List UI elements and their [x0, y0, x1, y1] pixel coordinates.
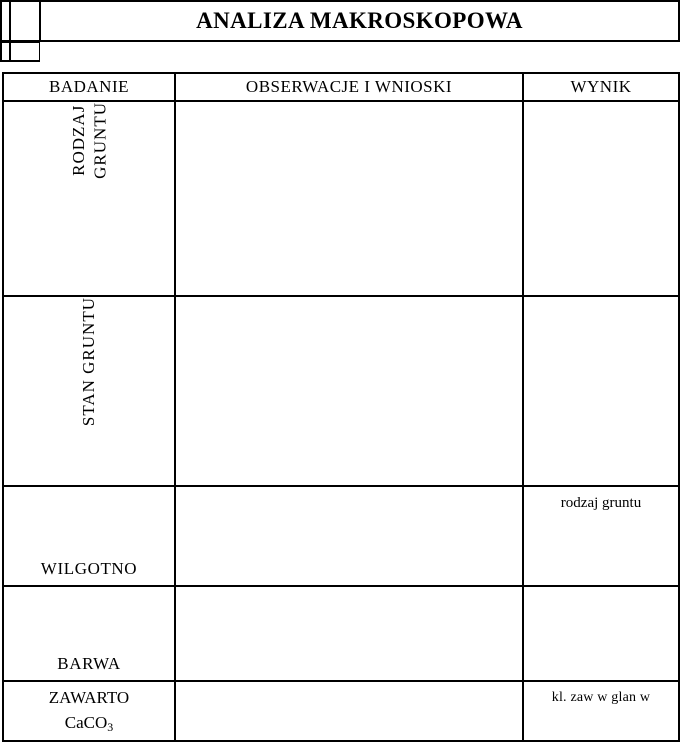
title-spacer-cell-left: [0, 0, 10, 42]
table-header-row: [3, 73, 679, 101]
result-note-wrapper: [524, 682, 678, 740]
column-header-wynik: WYNIK: [523, 73, 679, 101]
vertical-label-wrapper: [4, 297, 174, 485]
observations-field-rodzaj-gruntu[interactable]: [175, 101, 523, 296]
row-label-stan-gruntu: [3, 296, 175, 486]
table-row: [3, 586, 679, 681]
spacer-row: [0, 42, 680, 62]
observations-field-wilgotnosc[interactable]: [175, 486, 523, 586]
row-label-text: [4, 682, 174, 740]
label-formula: CaCO: [64, 712, 108, 732]
result-field-stan-gruntu[interactable]: [523, 296, 679, 486]
analysis-table: [2, 72, 680, 742]
result-field-zawartosc-caco3[interactable]: [523, 681, 679, 741]
observations-field-barwa[interactable]: [175, 586, 523, 681]
result-note-text: kl. zaw w glan w: [551, 690, 651, 705]
row-label-wilgotnosc: [3, 486, 175, 586]
spacer-cell-main: [40, 42, 680, 62]
label-formula-subscript: 3: [107, 719, 114, 734]
label-line-1: ZAWARTO: [48, 688, 130, 708]
observations-field-zawartosc-caco3[interactable]: [175, 681, 523, 741]
column-header-badanie: BADANIE: [3, 73, 175, 101]
vertical-label-text: STAN GRUNTU: [79, 297, 99, 427]
table-row: [3, 101, 679, 296]
table-row: [3, 296, 679, 486]
label-line-2: [65, 711, 113, 736]
row-label-barwa: [3, 586, 175, 681]
vertical-label-text: [68, 102, 111, 179]
title-row: [0, 0, 680, 42]
vertical-label-wrapper: [4, 102, 174, 295]
observations-field-stan-gruntu[interactable]: [175, 296, 523, 486]
result-note-text: rodzaj gruntu: [560, 495, 642, 511]
label-line-1: RODZAJ: [68, 104, 88, 177]
column-header-obserwacje: OBSERWACJE I WNIOSKI: [175, 73, 523, 101]
document-title-cell: [40, 0, 680, 42]
table-row: [3, 486, 679, 586]
table-row: [3, 681, 679, 741]
row-label-text: BARWA: [57, 654, 121, 673]
page-title: ANALIZA MAKROSKOPOWA: [196, 8, 523, 33]
row-label-rodzaj-gruntu: [3, 101, 175, 296]
title-spacer-cell-second: [10, 0, 40, 42]
row-label-zawartosc-caco3: [3, 681, 175, 741]
spacer-cell-second: [10, 42, 40, 62]
result-field-wilgotnosc[interactable]: [523, 486, 679, 586]
result-field-rodzaj-gruntu[interactable]: [523, 101, 679, 296]
label-line-2: GRUNTU: [90, 102, 109, 179]
result-field-barwa[interactable]: [523, 586, 679, 681]
row-label-text: WILGOTNO: [40, 559, 138, 578]
spacer-cell-left: [0, 42, 10, 62]
